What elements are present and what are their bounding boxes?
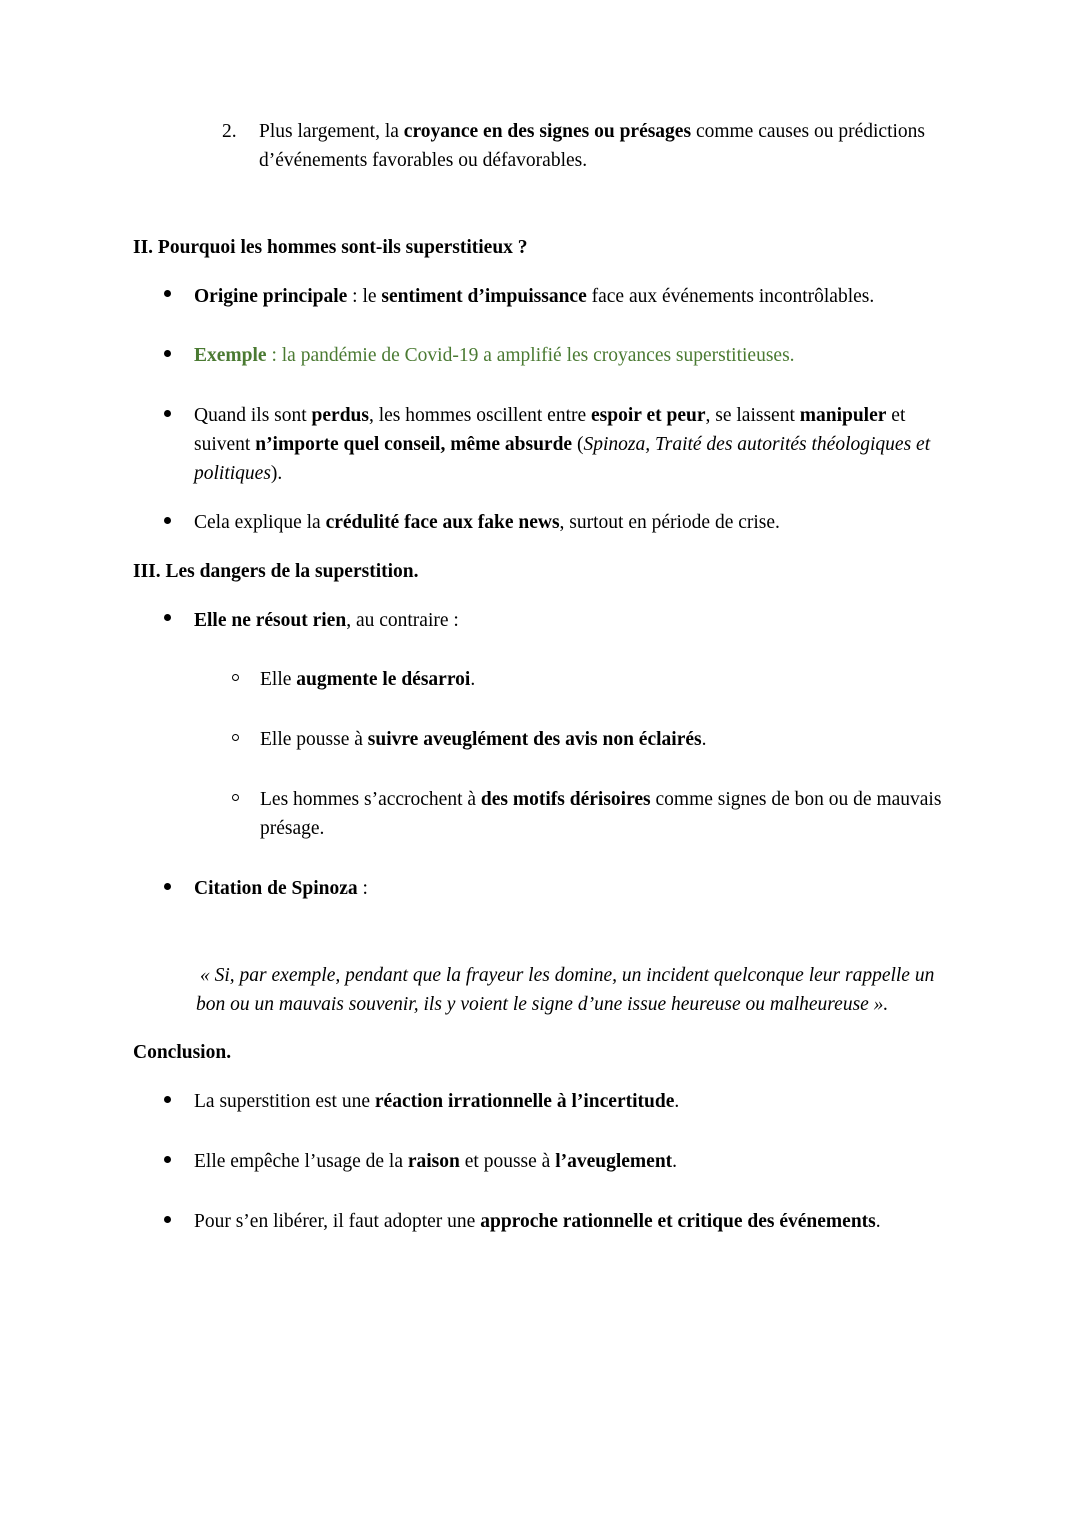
- bullet-list-item: [133, 1088, 948, 1117]
- bullet-disc-icon: [164, 607, 171, 636]
- bullet-item-text: Origine principale : le sentiment d’impuissance face aux événements incontrôlables.: [194, 285, 875, 307]
- spacer: [133, 587, 948, 607]
- bullet-disc-icon: [164, 875, 171, 904]
- sub-bullet-list-item: [133, 726, 948, 755]
- section-heading-iii: III. Les dangers de la superstition.: [133, 560, 419, 582]
- spacer: [133, 1068, 948, 1088]
- bullet-item-text: Elle ne résout rien, au contraire :: [194, 609, 459, 631]
- spacer: [133, 1019, 948, 1039]
- spacer: [133, 176, 948, 234]
- bullet-list-item: [133, 402, 948, 489]
- bullet-list-item-example: [133, 342, 948, 371]
- spacer: [133, 755, 948, 786]
- bullet-list-item: [133, 607, 948, 636]
- bullet-disc-icon: [164, 1208, 171, 1237]
- bullet-disc-icon: [164, 402, 171, 431]
- bullet-list-item: [133, 1208, 948, 1237]
- bullet-list-item-citation: [133, 875, 948, 904]
- bullet-list-item: [133, 283, 948, 312]
- spacer: [133, 844, 948, 875]
- spacer: [133, 489, 948, 509]
- bullet-disc-icon: [164, 509, 171, 538]
- spacer: [133, 1177, 948, 1208]
- spacer: [133, 538, 948, 558]
- bullet-disc-icon: [164, 283, 171, 312]
- bullet-item-text: Cela explique la crédulité face aux fake news, surtout en période de crise.: [194, 511, 780, 533]
- sub-bullet-item-text: Elle pousse à suivre aveuglément des avis non éclairés.: [260, 729, 707, 751]
- spinoza-quotation: « Si, par exemple, pendant que la frayeur les domine, un incident quelconque leur rappelle un bon ou un mauvais souvenir, ils y voient le signe d’une issue heureuse ou malheureuse ».: [196, 964, 935, 1015]
- spacer: [133, 695, 948, 726]
- spacer: [133, 263, 948, 283]
- sub-bullet-list-item: [133, 666, 948, 695]
- bullet-item-text: Quand ils sont perdus, les hommes oscillent entre espoir et peur, se laissent manipuler et suivent n’importe quel conseil, même absurde (Spinoza, Traité des autorités théologiques et politiques).: [194, 405, 931, 485]
- spacer: [133, 371, 948, 402]
- bullet-item-text-example: Exemple : la pandémie de Covid-19 a amplifié les croyances superstitieuses.: [194, 345, 795, 367]
- bullet-item-text: Pour s’en libérer, il faut adopter une approche rationnelle et critique des événements.: [194, 1211, 881, 1233]
- section-heading-conclusion: Conclusion.: [133, 1042, 232, 1064]
- bullet-circle-icon: [232, 786, 239, 815]
- sub-bullet-list-item: [133, 786, 948, 844]
- spacer: [133, 635, 948, 666]
- list-marker-number: 2.: [222, 121, 237, 142]
- bullet-circle-icon: [232, 726, 239, 755]
- bullet-disc-icon: [164, 342, 171, 371]
- spacer: [133, 1117, 948, 1148]
- bullet-item-text: La superstition est une réaction irrationnelle à l’incertitude.: [194, 1091, 680, 1113]
- sub-bullet-item-text: Les hommes s’accrochent à des motifs dérisoires comme signes de bon ou de mauvais présage.: [260, 789, 942, 840]
- bullet-list-item: [133, 509, 948, 538]
- ordered-list-item: [133, 118, 948, 176]
- bullet-circle-icon: [232, 666, 239, 695]
- spacer: [133, 904, 948, 962]
- bullet-item-text: Citation de Spinoza :: [194, 877, 368, 899]
- section-heading-ii: II. Pourquoi les hommes sont-ils superstitieux ?: [133, 236, 528, 258]
- document-body: [133, 118, 948, 1237]
- bullet-list-item: [133, 1148, 948, 1177]
- spacer: [133, 311, 948, 342]
- bullet-disc-icon: [164, 1148, 171, 1177]
- ordered-list-item-text: Plus largement, la croyance en des signes ou présages comme causes ou prédictions d’événements favorables ou défavorables.: [259, 121, 925, 171]
- bullet-disc-icon: [164, 1088, 171, 1117]
- bullet-item-text: Elle empêche l’usage de la raison et pousse à l’aveuglement.: [194, 1151, 678, 1173]
- sub-bullet-item-text: Elle augmente le désarroi.: [260, 669, 476, 691]
